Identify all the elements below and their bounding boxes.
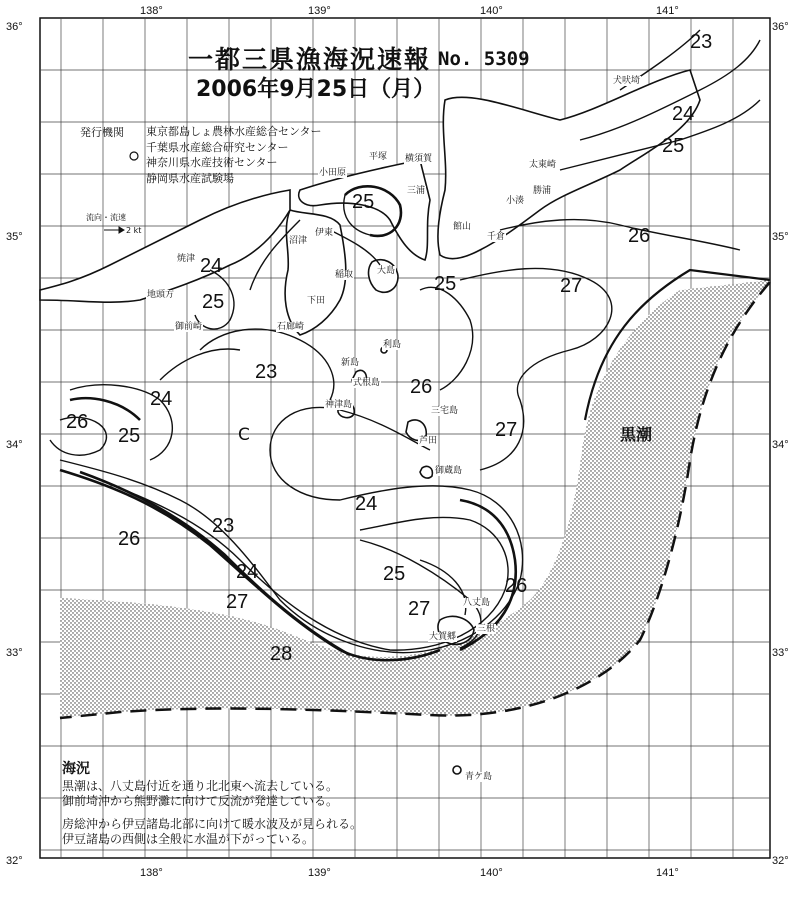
lon-label-bottom: 138° xyxy=(140,867,163,879)
publisher-item: 東京都島しょ農林水産総合センター xyxy=(146,125,322,138)
lat-label-left: 35° xyxy=(6,231,23,243)
lon-label-top: 138° xyxy=(140,5,163,17)
isotherm-label: 23 xyxy=(212,515,235,537)
lon-label-bottom: 140° xyxy=(480,867,503,879)
place-label: 小湊 xyxy=(506,196,525,206)
cold-water-label: C xyxy=(238,425,250,445)
lat-label-left: 34° xyxy=(6,439,23,451)
lat-label-right: 35° xyxy=(772,231,789,243)
publisher-marker-icon xyxy=(130,152,138,160)
place-label: 地頭方 xyxy=(147,290,175,300)
place-label: 利島 xyxy=(383,340,402,350)
isotherm-label: 23 xyxy=(690,31,713,53)
lat-label-right: 32° xyxy=(772,855,789,867)
place-label: 沼津 xyxy=(289,236,308,246)
condition-line: 御前埼沖から熊野灘に向けて反流が発達している。 xyxy=(62,794,339,808)
isotherm-label: 27 xyxy=(226,591,249,613)
place-label: 焼津 xyxy=(177,254,196,264)
place-label: 千倉 xyxy=(487,232,506,242)
place-label: 御前崎 xyxy=(175,322,203,332)
issue-number: No. 5309 xyxy=(438,48,530,70)
conditions-heading: 海況 xyxy=(62,761,90,777)
place-label: 神津島 xyxy=(325,400,353,410)
lon-label-top: 139° xyxy=(308,5,331,17)
place-label: 青ケ島 xyxy=(465,772,493,782)
isotherm-label: 27 xyxy=(560,275,583,297)
lat-label-left: 33° xyxy=(6,647,23,659)
lon-label-top: 141° xyxy=(656,5,679,17)
condition-line: 黒潮は、八丈島付近を通り北北東へ流去している。 xyxy=(62,779,339,793)
isotherm-label: 27 xyxy=(408,598,431,620)
place-label: 横須賀 xyxy=(405,154,433,164)
kuroshio-label: 黒潮 xyxy=(620,425,653,444)
publisher-list xyxy=(146,124,322,186)
place-label: 小田原 xyxy=(319,168,347,178)
isotherm-label: 26 xyxy=(628,225,651,247)
place-label: 式根島 xyxy=(353,378,381,388)
isotherm-label: 23 xyxy=(255,361,278,383)
place-label: 館山 xyxy=(453,222,472,232)
place-label: 芦田 xyxy=(419,436,438,446)
place-label: 三根 xyxy=(477,624,496,634)
place-label: 御蔵島 xyxy=(435,466,463,476)
isotherm-label: 24 xyxy=(355,493,378,515)
lat-label-left: 32° xyxy=(6,855,23,867)
isotherm-label: 25 xyxy=(662,135,685,157)
place-label: 平塚 xyxy=(369,152,388,162)
lat-label-right: 34° xyxy=(772,439,789,451)
place-label: 三宅島 xyxy=(431,406,459,416)
lon-label-bottom: 141° xyxy=(656,867,679,879)
place-label: 三浦 xyxy=(407,186,426,196)
place-label: 新島 xyxy=(341,358,360,368)
lon-label-top: 140° xyxy=(480,5,503,17)
place-label: 犬吠埼 xyxy=(613,76,641,86)
isotherm-label: 26 xyxy=(66,411,89,433)
current-legend-speed: 2 kt xyxy=(126,226,142,235)
place-label: 勝浦 xyxy=(533,186,552,196)
isotherm-label: 24 xyxy=(672,103,695,125)
isotherm-label: 25 xyxy=(434,273,457,295)
isotherm-label: 25 xyxy=(383,563,406,585)
isotherm-label: 27 xyxy=(495,419,518,441)
isotherm-label: 28 xyxy=(270,643,293,665)
publisher-item: 千葉県水産総合研究センター xyxy=(146,140,289,154)
isotherm-label: 25 xyxy=(118,425,141,447)
lat-label-right: 33° xyxy=(772,647,789,659)
isotherm-label: 26 xyxy=(410,376,433,398)
place-label: 石廊崎 xyxy=(277,322,305,332)
isotherm-label: 24 xyxy=(150,388,173,410)
place-label: 伊東 xyxy=(315,228,334,238)
lon-label-bottom: 139° xyxy=(308,867,331,879)
isotherm-label: 25 xyxy=(352,191,375,213)
isotherm-label: 24 xyxy=(200,255,223,277)
place-label: 下田 xyxy=(307,296,326,306)
place-label: 大島 xyxy=(377,266,396,276)
current-legend-label: 流向・流速 xyxy=(86,213,126,222)
sea-condition-notes xyxy=(62,762,482,847)
publisher-item: 神奈川県水産技術センター xyxy=(146,156,278,169)
place-label: 大賀郷 xyxy=(429,632,457,642)
isotherm-label: 25 xyxy=(202,291,225,313)
publisher-label: 発行機関 xyxy=(80,126,124,139)
lat-label-right: 36° xyxy=(772,21,789,33)
place-label: 太東崎 xyxy=(529,160,557,170)
isotherm-label: 24 xyxy=(236,561,259,583)
publisher-item: 静岡県水産試験場 xyxy=(146,171,234,185)
lat-label-left: 36° xyxy=(6,21,23,33)
condition-line: 房総沖から伊豆諸島北部に向けて暖水波及が見られる。 xyxy=(62,817,363,831)
page-title: 一都三県漁海況速報 xyxy=(188,45,432,74)
place-label: 稲取 xyxy=(335,270,354,280)
isotherm-label: 26 xyxy=(505,575,528,597)
condition-line: 伊豆諸島の西側は全般に水温が下がっている。 xyxy=(62,832,315,846)
place-label: 八丈島 xyxy=(463,598,491,608)
issue-date: 2006年9月25日（月） xyxy=(196,77,436,102)
isotherm-label: 26 xyxy=(118,528,141,550)
